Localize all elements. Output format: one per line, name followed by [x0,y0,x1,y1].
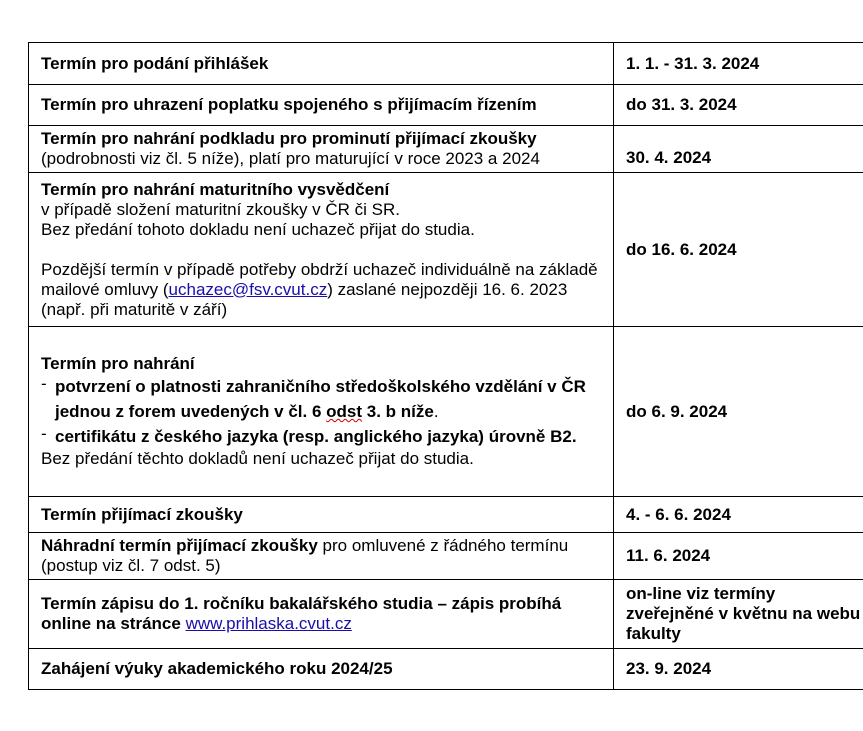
row-date: 4. - 6. 6. 2024 [614,497,863,533]
row-date: 23. 9. 2024 [614,649,863,690]
table-row [29,580,863,649]
table-row [29,43,863,85]
row-note: pro omluvené z řádného termínu (postup viz čl. 7 odst. 5) [41,536,569,575]
row-description [29,173,614,327]
row-date: 11. 6. 2024 [614,533,863,580]
row-title: Termín přijímací zkoušky [29,497,614,533]
list-item-text: 3. b níže [362,402,434,421]
list-item [41,374,601,424]
table-row [29,533,863,580]
row-date: 30. 4. 2024 [614,126,863,173]
row-footer: Bez předání těchto dokladů není uchazeč přijat do studia. [41,449,474,468]
row-title: Termín pro nahrání [41,354,195,373]
row-date: 1. 1. - 31. 3. 2024 [614,43,863,85]
row-description [29,327,614,497]
table-row [29,126,863,173]
row-description [29,126,614,173]
row-description [29,533,614,580]
row-title: Termín pro nahrání maturitního vysvědčení [41,179,390,199]
table-row [29,173,863,327]
registration-link[interactable]: www.prihlaska.cvut.cz [185,614,352,633]
list-item-text: . [433,402,439,421]
table-row [29,497,863,533]
table-row [29,85,863,126]
row-title: Termín pro podání přihlášek [29,43,614,85]
row-line: v případě složení maturitní zkoušky v ČR či SR. [41,199,401,219]
admission-schedule-table [28,42,863,690]
row-title: Náhradní termín přijímací zkoušky [41,536,318,555]
row-line: Bez předání tohoto dokladu není uchazeč přijat do studia. [41,219,475,239]
spellcheck-word: odst [326,402,363,421]
row-title: Zahájení výuky akademického roku 2024/25 [29,649,614,690]
list-item-text: certifikátu z českého jazyka (resp. anglického jazyka) úrovně B2. [55,427,577,446]
row-date: on-line viz termíny zveřejněné v květnu na webu fakulty [614,580,863,649]
dash-bullet: - [41,424,47,443]
table-row [29,327,863,497]
row-description [29,580,614,649]
email-link[interactable]: uchazec@fsv.cvut.cz [168,279,328,299]
row-title: Termín zápisu do 1. ročníku bakalářského studia – zápis probíhá online na stránce [41,594,562,633]
dash-bullet: - [41,374,47,393]
list-item [41,424,601,449]
row-date: do 6. 9. 2024 [614,327,863,497]
table-row [29,649,863,690]
row-title: Termín pro uhrazení poplatku spojeného s přijímacím řízením [29,85,614,126]
row-note: (podrobnosti viz čl. 5 níže), platí pro maturující v roce 2023 a 2024 [41,149,540,168]
row-date: do 31. 3. 2024 [614,85,863,126]
paragraph-text: ) zaslané nejpozději 16. 6. 2023 (např. při maturitě v září) [41,279,568,319]
paragraph-text: Pozdější termín v případě potřeby obdrží uchazeč individuálně na základě mailové omluvy ( [41,259,598,299]
list-item-text: potvrzení o platnosti zahraničního středoškolského vzdělání v ČR jednou z forem uvedených v čl. 6 [55,377,586,421]
row-paragraph [41,260,601,320]
row-date: do 16. 6. 2024 [614,173,863,327]
row-title: Termín pro nahrání podkladu pro prominutí přijímací zkoušky [41,129,537,148]
